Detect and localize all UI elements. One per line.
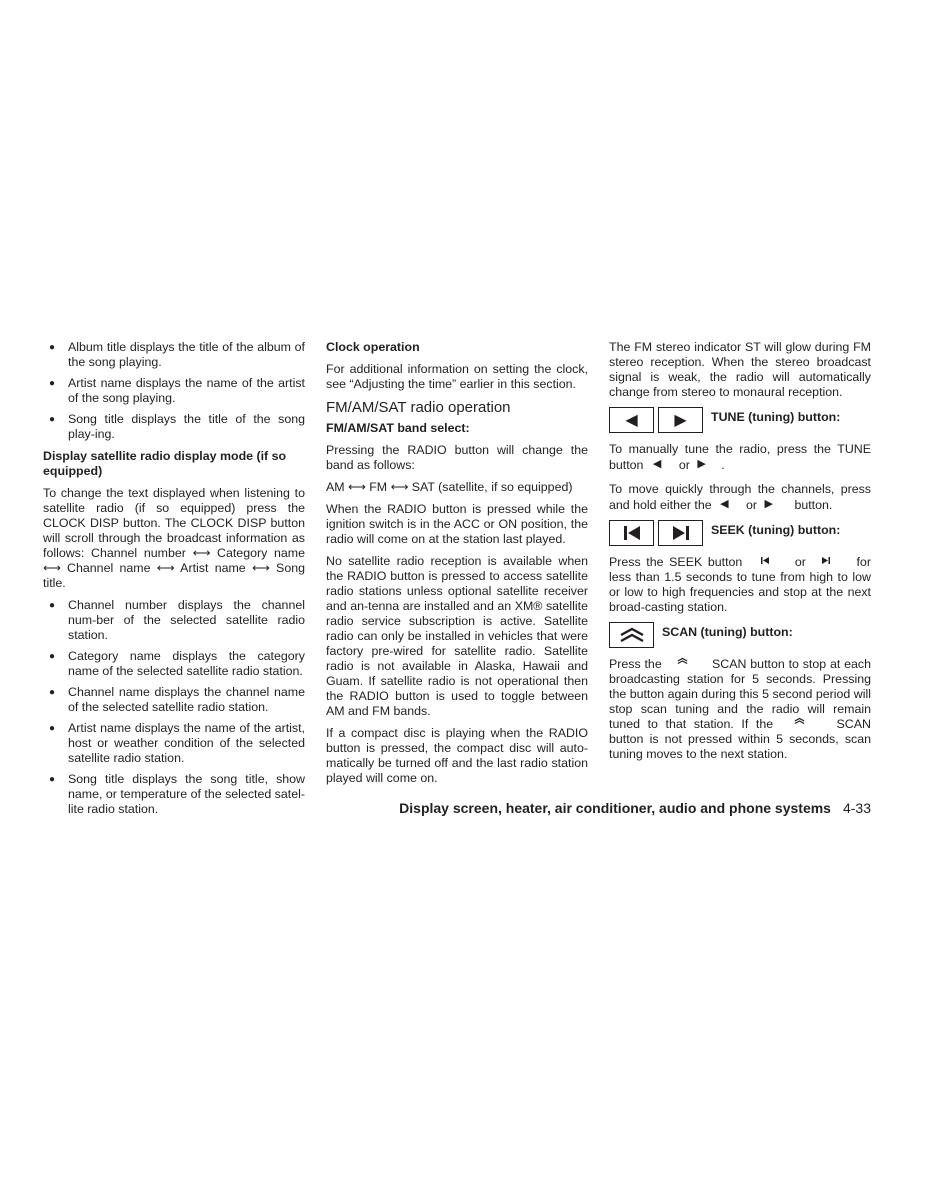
skip-forward-icon (671, 525, 691, 541)
skip-back-icon (760, 556, 770, 565)
footer-section-title: Display screen, heater, air conditioner, audio and phone systems (399, 800, 831, 816)
seek-forward-button-graphic (658, 520, 703, 546)
paragraph-change-text: To change the text displayed when listening to satellite radio (if so equipped) press the CLOCK DISP button. The CLOCK DISP button will scroll through the broadcast information as follows: Channel number ⟷ Category name ⟷ Channel name ⟷ Artist name ⟷ Song title. (43, 486, 305, 590)
bullet-list-satellite-info (43, 598, 305, 817)
text: SCAN button is not pressed within 5 seconds, scan tuning moves to the next station. (609, 717, 871, 761)
text: . (721, 458, 725, 472)
list-item: ● Channel number displays the channel num-ber of the selected satellite radio station. (43, 598, 305, 643)
triangle-left-icon: ◀ (652, 458, 662, 470)
paragraph-tune-hold (609, 482, 871, 513)
triangle-left-icon: ◀ (625, 411, 638, 429)
column-middle (326, 340, 588, 793)
text: button. (794, 498, 833, 512)
seek-back-button-graphic (609, 520, 654, 546)
text: Press the (609, 657, 662, 671)
double-chevron-up-icon (619, 627, 645, 643)
bullet-list-display-info (43, 340, 305, 442)
list-item: ● Album title displays the title of the album of the song playing. (43, 340, 305, 370)
list-item: ● Channel name displays the channel name of the selected satellite radio station. (43, 685, 305, 715)
text: To manually tune the radio, press the TUNE button (609, 442, 871, 472)
column-left (43, 340, 305, 824)
seek-label: SEEK (tuning) button: (711, 523, 841, 537)
list-item: ● Artist name displays the name of the artist, host or weather condition of the selected satellite radio station. (43, 721, 305, 766)
skip-forward-icon (821, 556, 831, 565)
paragraph-band: Pressing the RADIO button will change the band as follows: (326, 443, 588, 472)
text: To move quickly through the channels, press and hold either the (609, 482, 871, 512)
text: for less than 1.5 seconds to tune from high to low or low to high frequencies and stop at the next broad-casting station. (609, 555, 871, 614)
paragraph-no-satellite: No satellite radio reception is available when the RADIO button is pressed to access satellite radio stations unless optional satellite receiver and an-tenna are installed and an XM® satellite radio service subscription is active. Satellite radio can only be installed in vehicles that were factory pre-wired for satellite radio. Satellite radio is not available in Alaska, Hawaii and Guam. If satellite radio is not operational then the RADIO button is used to toggle between AM and FM bands. (326, 554, 588, 718)
tune-left-button-graphic (609, 407, 654, 433)
tune-right-button-graphic (658, 407, 703, 433)
page-footer (380, 799, 871, 817)
section-title-radio: FM/AM/SAT radio operation (326, 399, 511, 416)
paragraph-tune-manual (609, 442, 871, 473)
heading-band-select: FM/AM/SAT band select: (326, 421, 470, 435)
paragraph-ignition: When the RADIO button is pressed while the ignition switch is in the ACC or ON position, the radio will come on at the station last played. (326, 502, 588, 546)
page-number: 4-33 (842, 800, 871, 816)
double-chevron-up-icon (677, 657, 688, 665)
text: or (746, 498, 758, 512)
list-item: ● Song title displays the title of the song play-ing. (43, 412, 305, 442)
tune-button-row (609, 407, 871, 433)
list-item: ● Song title displays the song title, show name, or temperature of the selected satel-lite radio station. (43, 772, 305, 817)
list-item: ● Artist name displays the name of the artist of the song playing. (43, 376, 305, 406)
tune-label: TUNE (tuning) button: (711, 410, 841, 424)
paragraph-scan (609, 657, 871, 762)
heading-clock-operation: Clock operation (326, 340, 420, 354)
scan-button-graphic (609, 622, 654, 648)
column-right (609, 340, 871, 769)
triangle-right-icon: ▶ (764, 498, 773, 510)
text: Press the SEEK button (609, 555, 743, 569)
text: or (794, 555, 806, 569)
scan-label: SCAN (tuning) button: (662, 625, 793, 639)
seek-button-row (609, 520, 871, 546)
text: SCAN button to stop at each broadcasting station for 5 seconds. Pressing the button again during this 5 second period will stop scan tuning and the radio will remain tuned to that station. If the (609, 657, 871, 731)
list-item: ● Category name displays the category name of the selected satellite radio station. (43, 649, 305, 679)
band-sequence: AM ⟷ FM ⟷ SAT (satellite, if so equipped) (326, 480, 573, 494)
paragraph-clock: For additional information on setting the clock, see “Adjusting the time” earlier in this section. (326, 362, 588, 391)
paragraph-stereo: The FM stereo indicator ST will glow during FM stereo reception. When the stereo broadcast signal is weak, the radio will automatically change from stereo to monaural reception. (609, 340, 871, 399)
skip-back-icon (622, 525, 642, 541)
triangle-right-icon: ▶ (674, 411, 687, 429)
triangle-left-icon: ◀ (720, 498, 729, 510)
paragraph-compact-disc: If a compact disc is playing when the RADIO button is pressed, the compact disc will auto-matically be turned off and the last radio station played will come on. (326, 726, 588, 785)
double-chevron-up-icon (794, 717, 805, 725)
triangle-right-icon: ▶ (697, 458, 706, 470)
paragraph-seek (609, 555, 871, 615)
text: or (678, 458, 690, 472)
heading-display-mode: Display satellite radio display mode (if so equipped) (43, 449, 287, 478)
scan-button-row (609, 622, 871, 648)
